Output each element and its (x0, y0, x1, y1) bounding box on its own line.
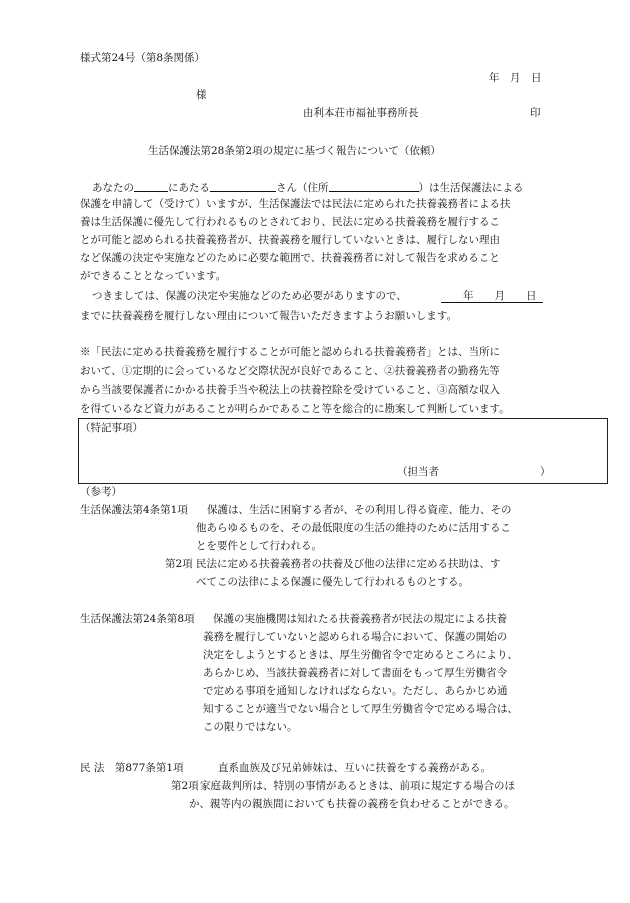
law3-sub-line: か、親等内の親族間においても扶養の義務を負わせることができる。 (189, 798, 515, 810)
person-in-charge-close: ） (540, 466, 551, 478)
date-label: 年 月 日 (489, 72, 542, 84)
sender-name: 由利本荘市福祉事務所長 (303, 107, 419, 119)
law3-sub-title: 第2項 (171, 780, 199, 792)
body-p1-line: など保護の決定や実施などのために必要な範囲で、扶養義務者に対して報告を求めること (80, 252, 500, 264)
special-remarks-label: （特記事項） (80, 422, 143, 434)
body-p1-line: ができることとなっています。 (80, 270, 227, 282)
body-p1-line: とが可能と認められる扶養義務者が、扶養義務を履行していないときは、履行しない理由 (80, 234, 500, 246)
law1-title: 生活保護法第4条第1項 (80, 504, 188, 516)
person-in-charge-label: （担当者 (397, 466, 439, 478)
body-p2-a: つきましては、保護の決定や実施などのため必要がありますので、 (92, 290, 407, 302)
relationship-blank[interactable] (134, 181, 168, 192)
note-line: おいて、①定期的に会っているなど交際状況が良好であること、②扶養義務者の勤務先等 (80, 365, 500, 377)
law3-sub-line: 家庭裁判所は、特別の事情があるときは、前項に規定する場合のほ (200, 780, 515, 792)
address-blank[interactable] (329, 181, 419, 192)
law2-line: 保護の実施機関は知れたる扶養義務者が民法の規定による扶養 (213, 613, 507, 625)
law2-line: 決定をしようとするときは、厚生労働省令で定めるところにより、 (203, 649, 518, 661)
body-p1-line: 養は生活保護に優先して行われるものとされており、民法に定める扶養義務を履行するこ (80, 216, 500, 228)
law2-line: 知することが適当でない場合として厚生労働省令で定める場合は、 (203, 703, 518, 715)
law1-line: とを要件として行われる。 (196, 540, 322, 552)
name-blank[interactable] (210, 181, 276, 192)
body-p1-b: にあたる (168, 182, 210, 194)
law3-line: 直系血族及び兄弟姉妹は、互いに扶養をする義務がある。 (218, 762, 491, 774)
recipient-suffix: 様 (196, 89, 207, 101)
body-p1-line: 保護を申請して（受けて）いますが、生活保護法では民法に定められた扶養義務者による扶 (80, 198, 511, 210)
seal-mark: 印 (530, 107, 541, 119)
law1-sub-line: 民法に定める扶養義務者の扶養及び他の法律に定める扶助は、す (196, 558, 501, 570)
law2-title: 生活保護法第24条第8項 (80, 613, 195, 625)
deadline-date-blank[interactable]: 年 月 日 (441, 291, 543, 303)
special-remarks-box[interactable] (78, 418, 608, 484)
note-line: を得ているなど資力があることが明らかであること等を総合的に勘案して判断しています。 (80, 403, 510, 415)
law1-line: 他あらゆるものを、その最低限度の生活の維持のために活用するこ (196, 522, 511, 534)
document-title: 生活保護法第28条第2項の規定に基づく報告について（依頼） (148, 145, 441, 157)
body-p2-line (92, 291, 407, 302)
body-first-line (92, 181, 524, 194)
body-p2-line2: までに扶養義務を履行しない理由について報告いただきますようお願いします。 (80, 310, 457, 322)
law1-sub-title: 第2項 (165, 558, 193, 570)
law2-line: この限りではない。 (203, 721, 298, 733)
law1-sub-line: べてこの法律による保護に優先して行われるものとする。 (196, 576, 469, 588)
law3-title: 民 法 第877条第1項 (80, 762, 184, 774)
law2-line: あらかじめ、当該扶養義務者に対して書面をもって厚生労働省令 (203, 667, 508, 679)
law2-line: で定める事項を通知しなければならない。ただし、あらかじめ通 (203, 685, 508, 697)
form-number: 様式第24号（第8条関係） (80, 52, 206, 64)
note-line: ※「民法に定める扶養義務を履行することが可能と認められる扶養義務者」とは、当所に (80, 346, 500, 358)
body-p1-c: さん（住所 (276, 182, 329, 194)
body-p1-a: あなたの (92, 182, 134, 194)
reference-label: （参考） (80, 486, 122, 498)
note-line: から当該要保護者にかかる扶養手当や税法上の扶養控除を受けていること、③高額な収入 (80, 384, 500, 396)
law1-line: 保護は、生活に困窮する者が、その利用し得る資産、能力、その (207, 504, 512, 516)
body-p1-d: ）は生活保護法による (418, 182, 524, 194)
law2-line: 義務を履行していないと認められる場合において、保護の開始の (203, 631, 508, 643)
